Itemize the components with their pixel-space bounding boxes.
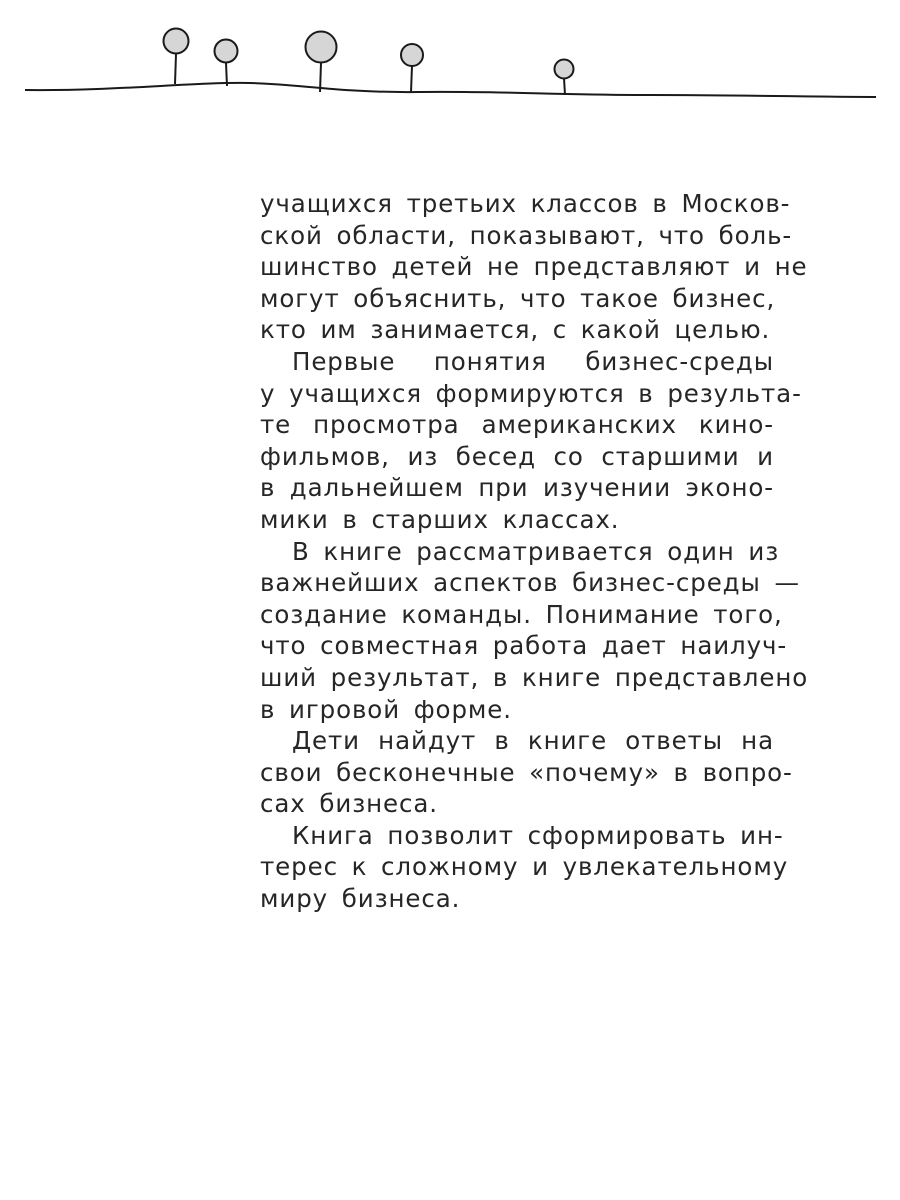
tree-4 bbox=[401, 44, 423, 92]
text-line: Дети найдут в книге ответы на bbox=[292, 726, 774, 756]
text-line: свои бесконечные «почему» в вопро- bbox=[260, 757, 793, 787]
text-line: кто им занимается, с какой целью. bbox=[260, 315, 771, 345]
paragraph-2 bbox=[260, 346, 802, 536]
paragraph-4 bbox=[260, 725, 793, 820]
text-line: могут объяснить, что такое бизнес, bbox=[260, 283, 776, 313]
ground-trees-decoration bbox=[0, 0, 900, 130]
text-line: в игровой форме. bbox=[260, 694, 512, 724]
paragraph-5 bbox=[260, 820, 789, 915]
text-line: те просмотра американских кино- bbox=[260, 410, 774, 440]
text-line: Первые понятия бизнес-среды bbox=[292, 346, 774, 376]
page-body-text bbox=[260, 188, 809, 915]
text-line: ший результат, в книге представлено bbox=[260, 662, 809, 692]
text-line: Книга позволит сформировать ин- bbox=[292, 820, 784, 850]
text-line: сах бизнеса. bbox=[260, 789, 438, 819]
text-line: в дальнейшем при изучении эконо- bbox=[260, 473, 774, 503]
text-line: мики в старших классах. bbox=[260, 504, 620, 534]
text-line: шинство детей не представляют и не bbox=[260, 252, 808, 282]
text-line: создание команды. Понимание того, bbox=[260, 599, 783, 629]
paragraph-3 bbox=[260, 536, 809, 726]
ground-line bbox=[25, 83, 876, 97]
text-line: важнейших аспектов бизнес-среды — bbox=[260, 568, 800, 598]
tree-3 bbox=[306, 32, 337, 93]
text-line: у учащихся формируются в результа- bbox=[260, 378, 802, 408]
tree-2 bbox=[215, 40, 238, 87]
text-line: ской области, показывают, что боль- bbox=[260, 220, 793, 250]
tree-1 bbox=[164, 29, 189, 85]
text-line: терес к сложному и увлекательному bbox=[260, 852, 789, 882]
text-line: учащихся третьих классов в Москов- bbox=[260, 189, 791, 218]
text-line: что совместная работа дает наилуч- bbox=[260, 631, 788, 661]
text-line: В книге рассматривается один из bbox=[292, 536, 780, 566]
text-line: миру бизнеса. bbox=[260, 884, 461, 914]
paragraph-1 bbox=[260, 188, 808, 346]
text-line: фильмов, из бесед со старшими и bbox=[260, 441, 774, 471]
tree-5 bbox=[555, 60, 574, 96]
